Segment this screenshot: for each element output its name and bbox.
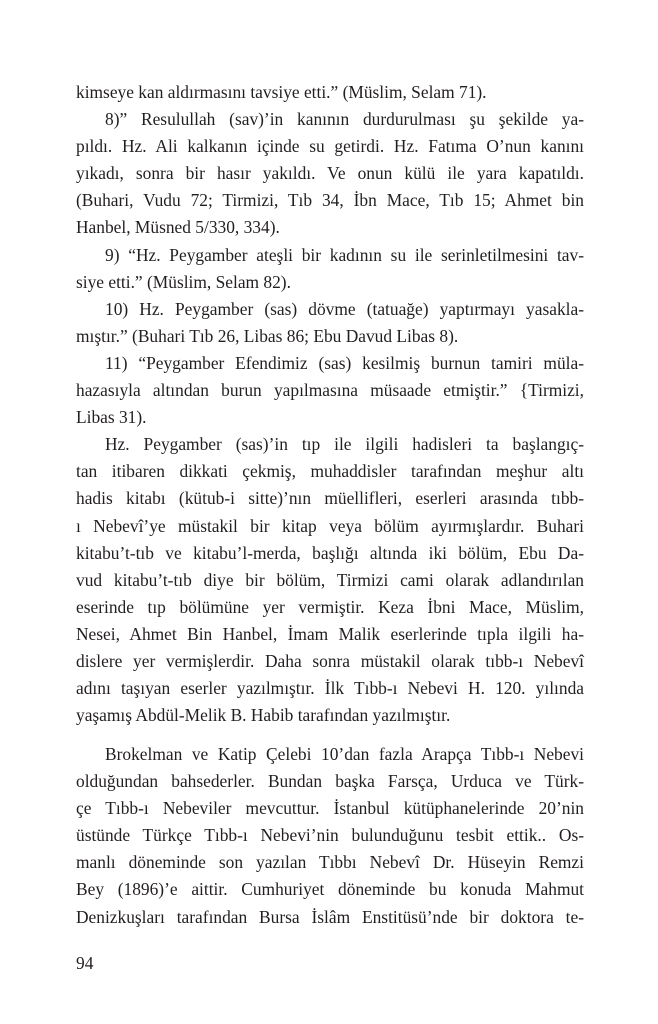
text-line: Nesei, Ahmet Bin Hanbel, İmam Malik eserlerinde tıpla ilgili ha- [76, 623, 584, 644]
text-line: (Buhari, Vudu 72; Tirmizi, Tıb 34, İbn Mace, Tıb 15; Ahmet bin [76, 190, 584, 211]
text-line: kitabu’t-tıb ve kitabu’l-merda, başlığı altında iki bölüm, Ebu Da- [76, 542, 584, 563]
text-line: ı Nebevî’ye müstakil bir kitap veya bölüm ayırmışlardır. Buhari [76, 515, 584, 536]
text-line: 8)” Resulullah (sav)’in kanının durdurulması şu şekilde ya- [105, 109, 584, 130]
text-line: siye etti.” (Müslim, Selam 82). [76, 271, 291, 292]
text-line: Hz. Peygamber (sas)’in tıp ile ilgili hadisleri ta başlangıç- [105, 434, 584, 455]
text-line: eserinde tıp bölümüne yer vermiştir. Keza İbni Mace, Müslim, [76, 596, 584, 617]
text-line: pıldı. Hz. Ali kalkanın içinde su getirdi. Hz. Fatıma O’nun kanını [76, 136, 584, 157]
text-line: dislere yer vermişlerdir. Daha sonra müstakil olarak tıbb-ı Nebevî [76, 650, 584, 671]
text-line: üstünde Türkçe Tıbb-ı Nebevi’nin bulunduğunu tesbit ettik.. Os- [76, 825, 584, 846]
text-line: çe Tıbb-ı Nebeviler mevcuttur. İstanbul kütüphanelerinde 20’nin [76, 798, 584, 819]
text-line: 11) “Peygamber Efendimiz (sas) kesilmiş burnun tamiri müla- [105, 352, 584, 373]
text-line: mıştır.” (Buhari Tıb 26, Libas 86; Ebu Davud Libas 8). [76, 325, 459, 346]
text-line: Brokelman ve Katip Çelebi 10’dan fazla Arapça Tıbb-ı Nebevi [105, 744, 584, 764]
text-line: Libas 31). [76, 407, 147, 428]
text-line: hadis kitabı (kütub-i sitte)’nın müellifleri, eserleri arasında tıbb- [76, 488, 584, 509]
text-line: yaşamış Abdül-Melik B. Habib tarafından yazılmıştır. [76, 705, 451, 726]
text-line: Bey (1896)’e aittir. Cumhuriyet döneminde bu konuda Mahmut [76, 879, 584, 900]
text-line: yıkadı, sonra bir hasır yakıldı. Ve onun külü ile yara kapatıldı. [76, 163, 584, 184]
body-text-bottom [76, 741, 584, 931]
text-line: vud kitabu’t-tıb diye bir bölüm, Tirmizi cami olarak adlandırılan [76, 569, 584, 590]
body-text-top [76, 79, 584, 729]
page-number: 94 [76, 953, 94, 973]
text-line: Hanbel, Müsned 5/330, 334). [76, 217, 280, 238]
text-line: 9) “Hz. Peygamber ateşli bir kadının su ile serinletilmesini tav- [105, 244, 584, 265]
text-line: hazasıyla altından burun yapılmasına müsaade etmiştir.” {Tirmizi, [76, 380, 584, 401]
text-line: 10) Hz. Peygamber (sas) dövme (tatuağe) yaptırmayı yasakla- [105, 298, 584, 319]
text-line: kimseye kan aldırmasını tavsiye etti.” (Müslim, Selam 71). [76, 82, 487, 102]
text-line: Denizkuşları tarafından Bursa İslâm Enstitüsü’nde bir doktora te- [76, 906, 584, 927]
text-line: manlı döneminde son yazılan Tıbbı Nebevî Dr. Hüseyin Remzi [76, 852, 584, 873]
text-line: olduğundan bahsederler. Bundan başka Farsça, Urduca ve Türk- [76, 771, 584, 792]
text-line: tan itibaren dikkati çekmiş, muhaddisler tarafından meşhur altı [76, 461, 584, 482]
text-line: adını taşıyan eserler yazılmıştır. İlk Tıbb-ı Nebevi H. 120. yılında [76, 678, 584, 699]
